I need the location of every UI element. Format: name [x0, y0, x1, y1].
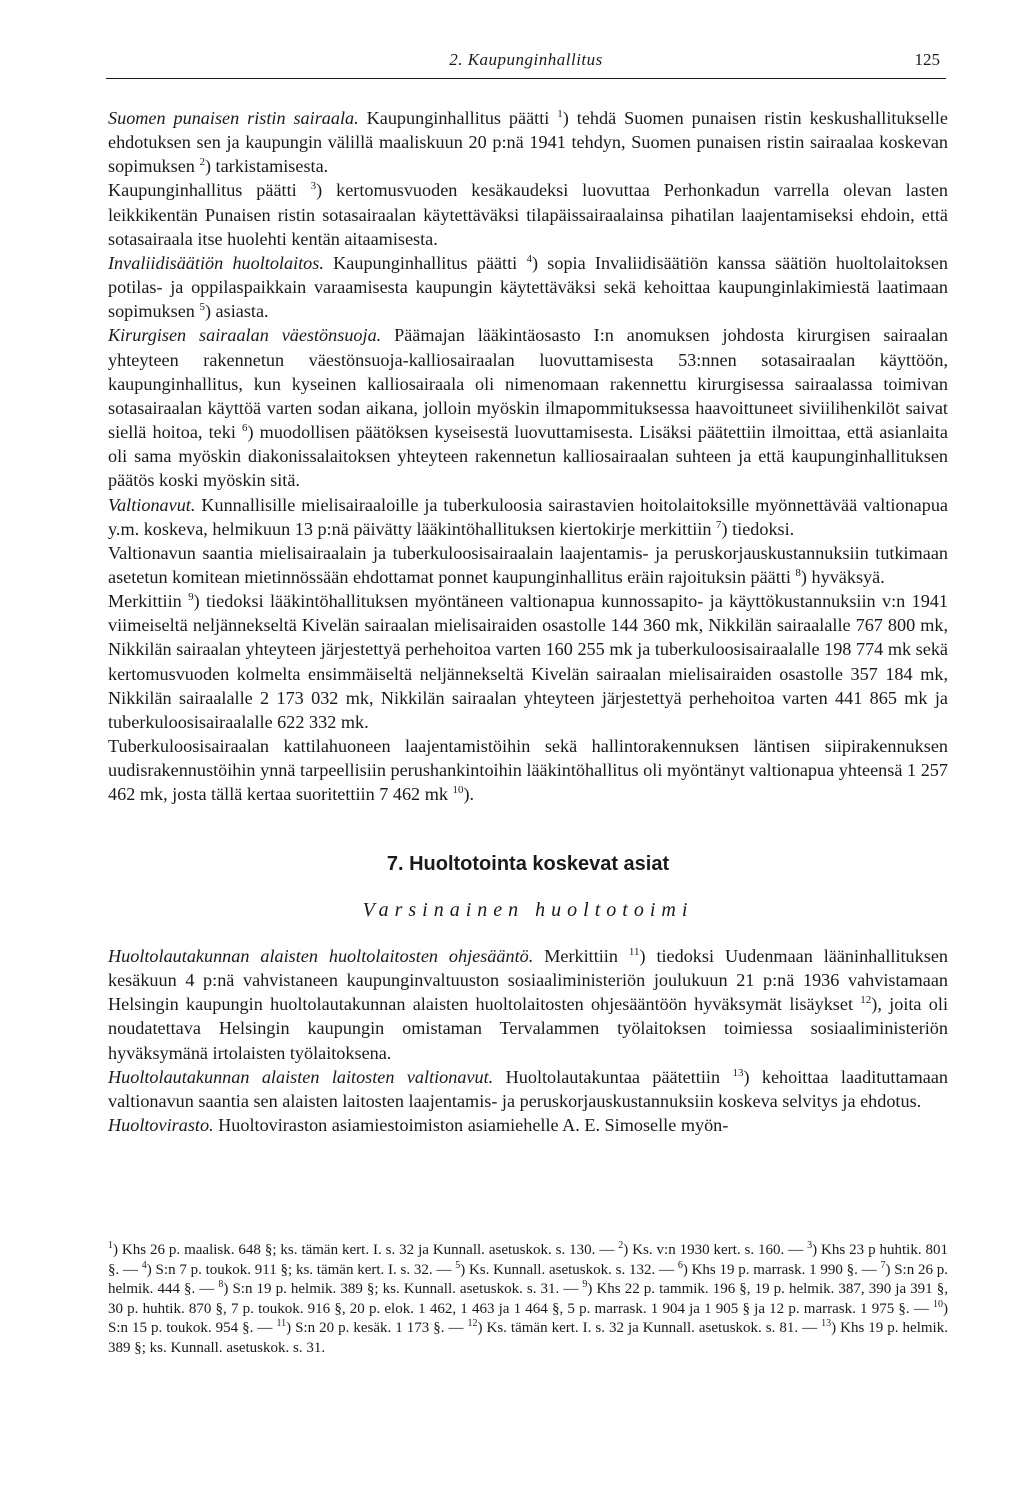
footnote-text: ) S:n 26 p. helmik. 444 §. —: [108, 1261, 948, 1298]
paragraph-heading: Valtionavut.: [108, 494, 196, 515]
paragraph: [108, 106, 948, 178]
footnotes: [108, 1241, 948, 1359]
footnote-ref: 4: [526, 252, 532, 265]
footnote-number: 3: [807, 1240, 813, 1251]
paragraph-text: Kunnallisille mielisairaaloille ja tuberkuloosia sairastavien hoitolaitoksille myönnettävää valtionapua y.m. koskeva, helmikuun 13 p:nä päivätty lääkintöhallituksen kiertokirje merkittiin: [108, 494, 948, 539]
running-title: 2. Kaupunginhallitus: [449, 50, 603, 69]
footnote-number: 1: [108, 1240, 113, 1251]
paragraph-text: Huoltolautakuntaa päätettiin: [493, 1066, 733, 1087]
paragraph-heading: Invaliidisäätiön huoltolaitos.: [108, 252, 324, 273]
paragraph-text: Valtionavun saantia mielisairaalain ja tuberkuloosisairaalain laajentamis- ja peruskorjauskustannuksiin tutkimaan asetetun komitean mietinnössään ehdottamat ponnet kaupunginhallitus eräin rajoituksin päätti: [108, 542, 948, 587]
paragraph-text: ), joita oli noudatettava Helsingin kaupungin omistaman Tervalammen työlaitoksen toimiessa sosiaaliministeriön hyväksymänä irtolaisten työlaitoksena.: [108, 994, 948, 1063]
footnote-text: ) S:n 15 p. toukok. 954 §. —: [108, 1300, 948, 1337]
footnote-ref: 3: [310, 180, 317, 193]
paragraph-text: Merkittiin: [533, 946, 629, 966]
paragraph: [108, 589, 948, 734]
footnote-ref: 8: [795, 566, 801, 579]
paragraph-text: Kaupunginhallitus päätti: [108, 180, 311, 201]
footnote-text: ) Ks. v:n 1930 kert. s. 160. —: [623, 1242, 808, 1258]
paragraph-text: ) tiedoksi.: [721, 518, 795, 539]
footnote-text: ) Khs 19 p. marrask. 1 990 §. —: [682, 1261, 881, 1278]
paragraph: [108, 323, 948, 492]
paragraph-text: ) tiedoksi Uudenmaan lääninhallituksen kesäkuun 4 p:nä vahvistaneen kaupunginvaltuuston sosiaaliministeriön joulukuun 21 p:nä 1936 vahvistamaan Helsingin kaupungin huoltolautakunnan alaisten huoltolaitosten ohjesääntöön hyväksymät lisäykset: [108, 946, 948, 1015]
footnote-ref: 11: [628, 945, 640, 958]
body-text-section: [108, 944, 948, 1137]
page-header: [106, 44, 946, 79]
paragraph-heading: Huoltolautakunnan alaisten laitosten valtionavut.: [108, 1066, 494, 1087]
footnote-text: ) S:n 20 p. kesäk. 1 173 §. —: [286, 1320, 468, 1337]
paragraph: [108, 1065, 948, 1113]
footnote-text: ) Khs 19 p. helmik. 389 §; ks. Kunnall. asetuskok. s. 31.: [108, 1320, 948, 1356]
paragraph: [108, 541, 948, 589]
page-number: 125: [914, 50, 940, 69]
paragraph-text: Tuberkuloosisairaalan kattilahuoneen laajentamistöihin sekä hallintorakennuksen läntisen siipirakennuksen uudisrakennustöihin ynnä tarpeellisiin perushankintoihin lääkintöhallitus oli myöntänyt valtionapua yhteensä 1 257 462 mk, josta tällä kertaa suoritettiin 7 462 mk: [108, 736, 948, 805]
paragraph-text: ) asiasta.: [204, 301, 269, 322]
footnote-ref: 12: [860, 994, 872, 1007]
paragraph-heading: Huoltolautakunnan alaisten huoltolaitosten ohjesääntö.: [108, 946, 534, 966]
footnote-ref: 10: [452, 784, 464, 797]
paragraph: [108, 1113, 948, 1137]
paragraph-text: ) muodollisen päätöksen kyseisestä luovuttamisesta. Lisäksi päätettiin ilmoittaa, että asianlaita oli sama myöskin diakonissalaitoksen yhteyteen rakennetun kalliosairaalan suhteen ja että kaupunginhallituksen päätös koski myöskin sitä.: [108, 422, 948, 491]
footnote-number: 9: [582, 1279, 588, 1291]
subsection-title: Varsinainen huoltotoimi: [362, 899, 694, 921]
footnote-text: ) Ks. Kunnall. asetuskok. s. 132. —: [460, 1261, 678, 1278]
paragraph-text: ) tehdä Suomen punaisen ristin keskushallitukselle ehdotuksen sen ja kaupungin välillä maaliskuun 20 p:nä 1941 tehdyn, Suomen punaisen ristin sairaalaa koskevan sopimuksen: [108, 108, 948, 177]
paragraph-text: ) kehoittaa laadituttamaan valtionavun saantia sen alaisten laitosten laajentamis- ja peruskorjauskustannuksiin koskeva selvitys ja ehdotus.: [108, 1066, 948, 1111]
footnote-number: 2: [618, 1240, 624, 1251]
footnote-number: 12: [467, 1318, 478, 1330]
footnote-number: 7: [880, 1259, 886, 1271]
paragraph-text: Päämajan lääkintäosasto I:n anomuksen johdosta kirurgisen sairaalan yhteyteen rakennetun väestönsuoja-kalliosairaalan luovuttamisesta 53:nnen sotasairaalan käyttöön, kaupunginhallitus, kun kyseinen kalliosairaala oli nimenomaan rakennettu kirurgisessa sairaalassa toimivan sotasairaalan käyttöä varten sodan aikana, jolloin myöskin ilmapommituksessa haavoittuneet siviilihenkilöt saivat siellä hoitoa, teki: [108, 325, 948, 443]
footnote-ref: 1: [557, 107, 563, 120]
paragraph-text: ) kertomusvuoden kesäkaudeksi luovuttaa Perhonkadun varrella olevan lasten leikkikentän Punaisen ristin sotasairaalan käytettäväksi tilapäissairaalainsa pihatilan laajentamiseksi ehdoin, että sotasairaala itse huolehti kentän aitaamisesta.: [108, 180, 948, 249]
footnote-ref: 5: [199, 301, 205, 314]
paragraph: [108, 178, 948, 250]
footnote-number: 4: [141, 1259, 147, 1271]
footnote-text: ) S:n 19 p. helmik. 389 §; ks. Kunnall. asetuskok. s. 31. —: [223, 1281, 583, 1298]
section-title: 7. Huoltotointa koskevat asiat: [386, 853, 670, 875]
paragraph-heading: Huoltovirasto.: [108, 1115, 214, 1136]
footnote-text: ) Khs 22 p. tammik. 196 §, 19 p. helmik. 387, 390 ja 391 §, 30 p. huhtik. 870 §, 7 p. toukok. 916 §, 20 p. elok. 1 462, 1 463 ja 1 464 §, 5 p. marrask. 1 904 ja 1 905 § ja 12 p. marrask. 1 975 §. —: [108, 1281, 948, 1317]
paragraph-text: ) tiedoksi lääkintöhallituksen myöntäneen valtionapua kunnossapito- ja käyttökustannuksiin v:n 1941 viimeiseltä neljännekseltä Kivelän sairaalan mielisairaiden osastolle 144 360 mk, Nikkilän sairaalalle 767 800 mk, Nikkilän sairaalan yhteyteen järjestettyä perhehoitoa varten 160 255 mk ja tuberkuloosisairaalalle 198 774 mk sekä kertomusvuoden kolmelta ensimmäiseltä neljännekseltä Kivelän sairaalan mielisairaiden osastolle 357 184 mk, Nikkilän sairaalalle 2 173 032 mk, Nikkilän sairaalan yhteyteen järjestettyä perhehoitoa varten 441 865 mk ja tuberkuloosisairaalalle 622 332 mk.: [108, 591, 948, 732]
footnote-ref: 7: [715, 518, 722, 531]
paragraph-text: Huoltoviraston asiamiestoimiston asiamiehelle A. E. Simoselle myön-: [213, 1115, 729, 1136]
paragraph-text: ).: [463, 784, 475, 805]
footnote-ref: 9: [188, 591, 194, 604]
body-text: [108, 106, 948, 807]
footnote-ref: 2: [199, 156, 205, 169]
footnote-text: ) Khs 23 p huhtik. 801 §. —: [108, 1242, 948, 1278]
paragraph: [108, 251, 948, 323]
footnote-number: 8: [218, 1279, 224, 1291]
paragraph: [108, 944, 948, 1065]
footnote-number: 5: [455, 1259, 461, 1271]
footnote-ref: 6: [242, 421, 248, 434]
footnote-ref: 13: [732, 1066, 744, 1079]
paragraph-text: ) tarkistamisesta.: [204, 156, 329, 177]
paragraph-heading: Kirurgisen sairaalan väestönsuoja.: [108, 325, 382, 346]
footnote-number: 6: [677, 1259, 683, 1271]
footnote-number: 10: [933, 1298, 943, 1310]
paragraph-heading: Suomen punaisen ristin sairaala.: [108, 108, 359, 128]
paragraph-text: Merkittiin: [108, 591, 189, 612]
paragraph-text: Kaupunginhallitus päätti: [358, 108, 558, 128]
footnote-number: 11: [276, 1318, 287, 1330]
paragraph: [108, 493, 948, 541]
paragraph-text: Kaupunginhallitus päätti: [323, 252, 527, 273]
paragraph: [108, 734, 948, 806]
footnote-text: ) Khs 26 p. maalisk. 648 §; ks. tämän kert. I. s. 32 ja Kunnall. asetuskok. s. 130. —: [113, 1242, 619, 1258]
footnote-text: ) S:n 7 p. toukok. 911 §; ks. tämän kert. I. s. 32. —: [146, 1261, 456, 1278]
footnote-number: 13: [821, 1318, 832, 1330]
footnote-text: ) Ks. tämän kert. I. s. 32 ja Kunnall. asetuskok. s. 81. —: [477, 1320, 822, 1337]
paragraph-text: ) sopia Invaliidisäätiön kanssa säätiön huoltolaitoksen potilas- ja oppilaspaikkain varaamisesta kaupungin käytettäväksi sekä kehoittaa kaupunginlakimiestä laatimaan sopimuksen: [108, 252, 948, 322]
paragraph-text: ) hyväksyä.: [800, 566, 885, 587]
